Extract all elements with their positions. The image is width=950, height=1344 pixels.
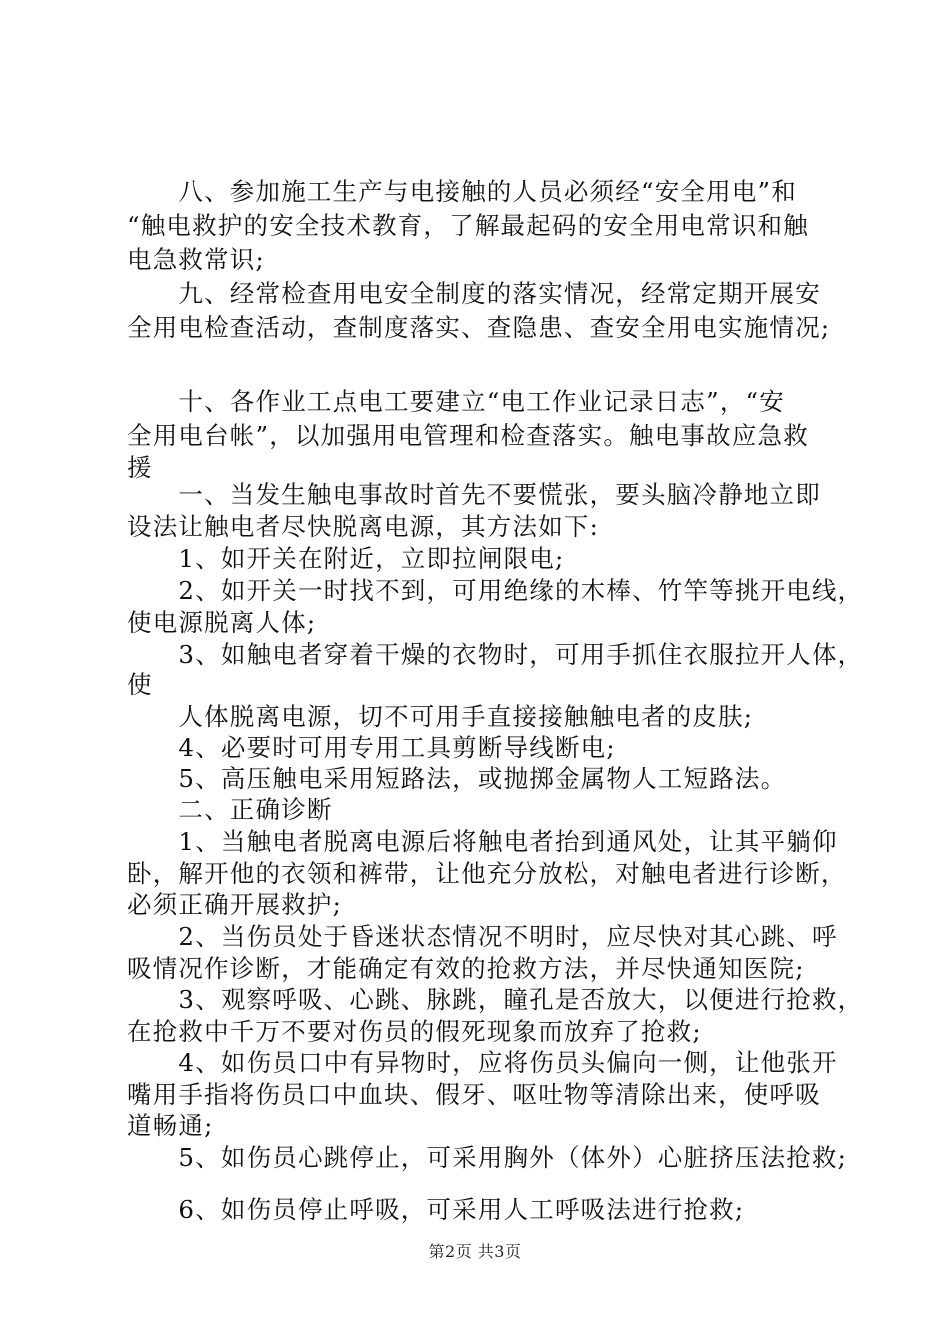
text-line: 1、如开关在附近，立即拉闸限电;	[127, 544, 565, 573]
text-line: 人体脱离电源，切不可用手直接接触触电者的皮肤;	[127, 702, 754, 731]
text-line: “触电救护的安全技术教育，了解最起码的安全用电常识和触	[127, 211, 809, 240]
text-line: 全用电检查活动，查制度落实、查隐患、查安全用电实施情况;	[127, 313, 831, 342]
text-line: 2、当伤员处于昏迷状态情况不明时，应尽快对其心跳、呼	[127, 922, 838, 951]
text-line: 5、高压触电采用短路法，或抛掷金属物人工短路法。	[127, 764, 787, 793]
text-line: 全用电台帐”，以加强用电管理和检查落实。触电事故应急救	[127, 421, 809, 450]
text-line: 十、各作业工点电工要建立“电工作业记录日志”，“安	[127, 387, 785, 416]
text-line: 电急救常识;	[127, 245, 265, 274]
text-line: 使	[127, 670, 153, 699]
text-line: 嘴用手指将伤员口中血块、假牙、呕吐物等清除出来，使呼吸	[127, 1080, 821, 1109]
text-line: 九、经常检查用电安全制度的落实情况，经常定期开展安	[127, 279, 821, 308]
text-line: 3、观察呼吸、心跳、脉跳，瞳孔是否放大，以便进行抢救，	[127, 985, 864, 1014]
text-line: 援	[127, 453, 153, 482]
text-line: 5、如伤员心跳停止，可采用胸外（体外）心脏挤压法抢救;	[127, 1143, 848, 1172]
text-line: 八、参加施工生产与电接触的人员必须经“安全用电”和	[127, 177, 797, 206]
text-line: 1、当触电者脱离电源后将触电者抬到通风处，让其平躺仰	[127, 827, 838, 856]
text-line: 3、如触电者穿着干燥的衣物时，可用手抓住衣服拉开人体，	[127, 640, 864, 669]
text-line: 吸情况作诊断，才能确定有效的抢救方法，并尽快通知医院;	[127, 954, 805, 983]
text-line: 2、如开关一时找不到，可用绝缘的木棒、竹竿等挑开电线，	[127, 576, 864, 605]
text-line: 4、必要时可用专用工具剪断导线断电;	[127, 733, 616, 762]
text-line: 使电源脱离人体;	[127, 608, 317, 637]
text-line: 4、如伤员口中有异物时，应将伤员头偏向一侧，让他张开	[127, 1048, 838, 1077]
text-line: 6、如伤员停止呼吸，可采用人工呼吸法进行抢救;	[127, 1195, 745, 1224]
text-line: 一、当发生触电事故时首先不要慌张，要头脑冷静地立即	[127, 480, 821, 509]
text-line: 必须正确开展救护;	[127, 890, 343, 919]
text-line: 在抢救中千万不要对伤员的假死现象而放弃了抢救;	[127, 1017, 702, 1046]
text-line: 设法让触电者尽快脱离电源，其方法如下:	[127, 512, 600, 541]
text-line: 道畅通;	[127, 1111, 214, 1140]
page-number-footer: 第2页 共3页	[428, 1242, 522, 1261]
text-line: 二、正确诊断	[127, 795, 333, 824]
text-line: 卧，解开他的衣领和裤带，让他充分放松，对触电者进行诊断，	[127, 859, 847, 888]
